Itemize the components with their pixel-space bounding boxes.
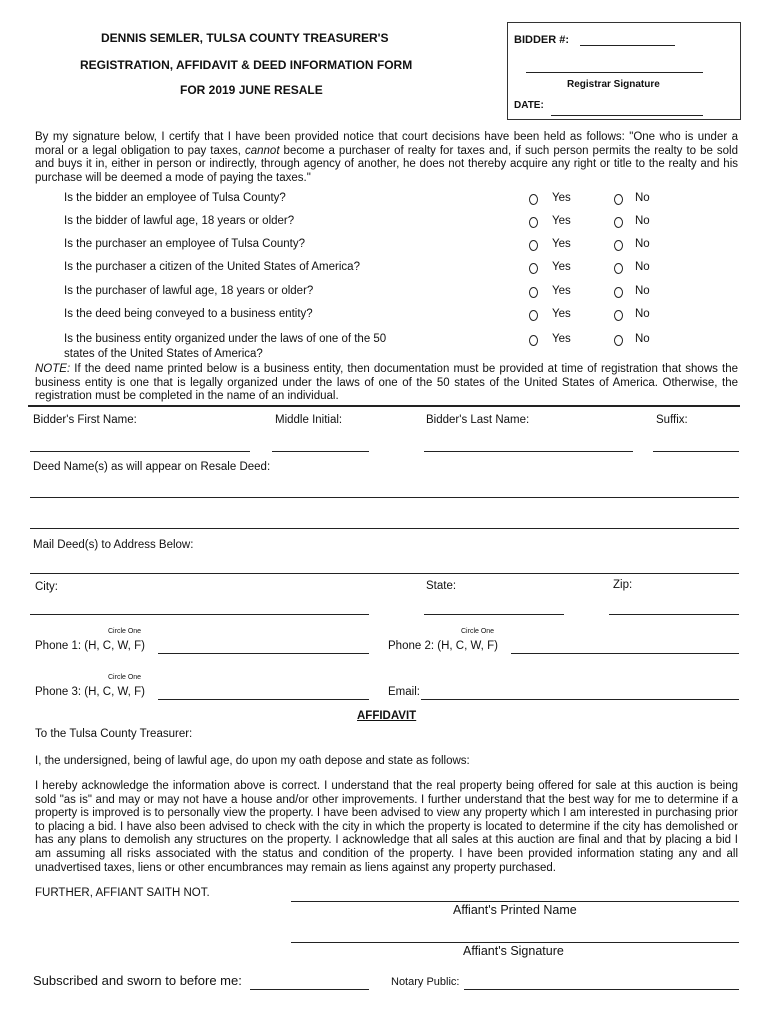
yes-label: Yes — [552, 215, 571, 227]
question-row — [0, 284, 770, 300]
no-label: No — [635, 261, 650, 273]
suffix-input[interactable] — [653, 437, 739, 452]
middle-initial-label: Middle Initial: — [275, 414, 343, 426]
question-text: Is the deed being conveyed to a business entity? — [64, 308, 313, 320]
no-radio[interactable] — [614, 240, 623, 251]
no-label: No — [635, 192, 650, 204]
circle-one-hint: Circle One — [108, 674, 142, 681]
question-text-continued: states of the United States of America? — [64, 348, 263, 360]
affidavit-title: AFFIDAVIT — [357, 710, 417, 722]
question-row — [0, 332, 770, 362]
notary-public-input[interactable] — [464, 975, 739, 990]
email-label: Email: — [388, 686, 420, 698]
phone3-input[interactable] — [158, 685, 369, 700]
question-row — [0, 191, 770, 207]
certification-paragraph — [35, 131, 738, 185]
form-issuer-title: DENNIS SEMLER, TULSA COUNTY TREASURER'S — [101, 31, 389, 45]
yes-label: Yes — [552, 261, 571, 273]
no-label: No — [635, 285, 650, 297]
yes-radio[interactable] — [529, 310, 538, 321]
question-row — [0, 260, 770, 276]
yes-label: Yes — [552, 308, 571, 320]
certification-text-part1: By my signature below, I certify that I have been provided notice that court decisions have been held as follows: "One who is under a moral or a legal obligation to pay taxes, — [35, 131, 738, 157]
no-label: No — [635, 333, 650, 345]
registrar-signature-label: Registrar Signature — [567, 79, 660, 90]
yes-label: Yes — [552, 238, 571, 250]
state-label: State: — [426, 580, 457, 592]
question-text: Is the purchaser an employee of Tulsa County? — [64, 238, 306, 250]
zip-label: Zip: — [613, 579, 633, 591]
state-input[interactable] — [424, 600, 564, 615]
affiant-signature-label: Affiant's Signature — [463, 944, 564, 958]
yes-label: Yes — [552, 333, 571, 345]
circle-one-hint: Circle One — [108, 628, 142, 635]
date-input[interactable] — [551, 101, 703, 116]
subscribed-sworn-label: Subscribed and sworn to before me: — [33, 973, 242, 988]
yes-label: Yes — [552, 192, 571, 204]
deed-name-input-1[interactable] — [30, 483, 739, 498]
circle-one-hint: Circle One — [461, 628, 495, 635]
first-name-input[interactable] — [30, 437, 250, 452]
phone1-label: Phone 1: (H, C, W, F) — [35, 640, 145, 652]
phone2-label: Phone 2: (H, C, W, F) — [388, 640, 498, 652]
suffix-label: Suffix: — [656, 414, 688, 426]
form-subtitle: FOR 2019 JUNE RESALE — [180, 83, 323, 97]
affidavit-addressee: To the Tulsa County Treasurer: — [35, 728, 193, 740]
affiant-printed-name-input[interactable] — [291, 887, 739, 902]
note-label: NOTE: — [35, 363, 71, 375]
zip-input[interactable] — [609, 600, 739, 615]
phone3-label: Phone 3: (H, C, W, F) — [35, 686, 145, 698]
no-label: No — [635, 308, 650, 320]
subscribed-date-input[interactable] — [250, 975, 369, 990]
question-text: Is the purchaser of lawful age, 18 years or older? — [64, 285, 314, 297]
business-entity-note — [35, 363, 738, 404]
question-row — [0, 214, 770, 230]
form-title: REGISTRATION, AFFIDAVIT & DEED INFORMATION FORM — [80, 58, 413, 72]
bidder-number-label: BIDDER #: — [514, 34, 570, 46]
no-radio[interactable] — [614, 217, 623, 228]
phone2-input[interactable] — [511, 639, 739, 654]
bidder-number-input[interactable] — [580, 31, 675, 46]
last-name-label: Bidder's Last Name: — [426, 414, 530, 426]
yes-radio[interactable] — [529, 263, 538, 274]
affiant-printed-name-label: Affiant's Printed Name — [453, 903, 577, 917]
mail-address-label: Mail Deed(s) to Address Below: — [33, 539, 194, 551]
mail-address-input[interactable] — [30, 559, 739, 574]
city-input[interactable] — [30, 600, 369, 615]
affiant-signature-input[interactable] — [291, 928, 739, 943]
yes-label: Yes — [552, 285, 571, 297]
no-radio[interactable] — [614, 335, 623, 346]
registrar-signature-input[interactable] — [526, 58, 703, 73]
no-radio[interactable] — [614, 194, 623, 205]
question-text: Is the bidder an employee of Tulsa County? — [64, 192, 286, 204]
certification-emphasis: cannot — [244, 144, 280, 157]
no-radio[interactable] — [614, 263, 623, 274]
yes-radio[interactable] — [529, 287, 538, 298]
affidavit-oath: I, the undersigned, being of lawful age, do upon my oath depose and state as follows: — [35, 755, 470, 767]
no-radio[interactable] — [614, 287, 623, 298]
yes-radio[interactable] — [529, 194, 538, 205]
note-text: If the deed name printed below is a business entity, then documentation must be provided at time of registration that shows the business entity is one that is legally organized under the laws of one of the 50 states of the United States of America. Otherwise, the registration must be completed in the name of an individual. — [35, 363, 738, 403]
phone1-input[interactable] — [158, 639, 369, 654]
notary-public-label: Notary Public: — [391, 976, 460, 988]
email-input[interactable] — [421, 685, 739, 700]
deed-names-label: Deed Name(s) as will appear on Resale Deed: — [33, 461, 271, 473]
middle-initial-input[interactable] — [272, 437, 369, 452]
question-text: Is the bidder of lawful age, 18 years or older? — [64, 215, 295, 227]
city-label: City: — [35, 581, 58, 593]
deed-name-input-2[interactable] — [30, 514, 739, 529]
yes-radio[interactable] — [529, 240, 538, 251]
question-text: Is the business entity organized under the laws of one of the 50 — [64, 333, 387, 345]
yes-radio[interactable] — [529, 335, 538, 346]
last-name-input[interactable] — [424, 437, 633, 452]
question-text: Is the purchaser a citizen of the United States of America? — [64, 261, 360, 273]
first-name-label: Bidder's First Name: — [33, 414, 137, 426]
certification-text-part2: become a purchaser of realty for taxes and, if such person permits the realty to be sold and buys it in, either in person or indirectly, through agency of another, he does not thereby acquire any right or title to the realty and his purchase will be deemed a mode of paying the taxes." — [35, 144, 738, 184]
no-radio[interactable] — [614, 310, 623, 321]
question-row — [0, 237, 770, 253]
question-row — [0, 307, 770, 323]
section-divider — [28, 405, 740, 407]
date-label: DATE: — [514, 100, 544, 111]
yes-radio[interactable] — [529, 217, 538, 228]
further-affiant-text: FURTHER, AFFIANT SAITH NOT. — [35, 887, 210, 899]
no-label: No — [635, 238, 650, 250]
affidavit-body: I hereby acknowledge the information above is correct. I understand that the real property being offered for sale at this auction is being sold "as is" and may or may not have a house and/or other improvements. I further understand that the best way for me to determine if a property is improved is to personally view the property. I have been advised to view any property which I am interested in purchasing prior to placing a bid. I have also been advised to check with the city in which the property is located to determine if the city has demolished or has any plans to demolish any structures on the property. I acknowledge that all sales at this auction are final and that by placing a bid I am assuming all risks associated with the status and condition of the property. I have been provided information stating any and all unadvertised taxes, liens or other encumbrances may remain as liens against any property purchased. — [35, 780, 738, 874]
no-label: No — [635, 215, 650, 227]
